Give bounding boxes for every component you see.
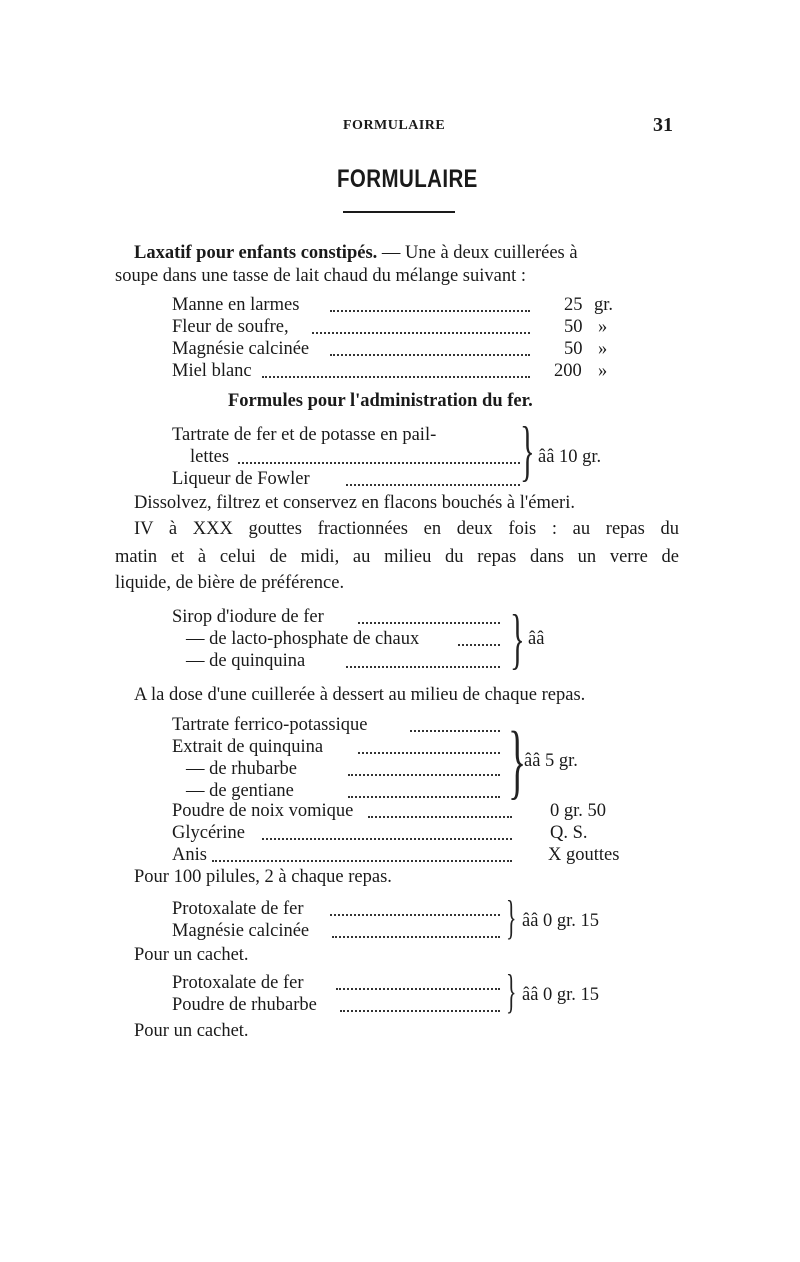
instructions-line1: IV à XXX gouttes fractionnées en deux fois : au repas du — [134, 519, 679, 539]
f1-line3: Liqueur de Fowler — [172, 469, 310, 489]
running-title: FORMULAIRE — [343, 118, 446, 133]
dot-leader — [262, 376, 530, 378]
dot-leader — [346, 484, 520, 486]
dot-leader — [348, 774, 500, 776]
f3-line2: Extrait de quinquina — [172, 737, 324, 757]
f1-line2: lettes — [190, 447, 230, 467]
f3-line4: — de gentiane — [186, 781, 294, 801]
laxatif-item-unit: » — [598, 339, 608, 359]
dot-leader — [212, 860, 512, 862]
laxatif-item-qty: 50 — [564, 339, 583, 359]
title-rule — [343, 211, 455, 213]
dot-leader — [358, 752, 500, 754]
brace: } — [508, 715, 527, 808]
f3-line3: — de rhubarbe — [186, 759, 297, 779]
laxatif-heading: Laxatif pour enfants constipés. — [134, 243, 378, 263]
laxatif-intro-2: soupe dans une tasse de lait chaud du mélange suivant : — [115, 266, 527, 286]
cachet-paragraph: Pour un cachet. — [134, 945, 249, 965]
f2-line2: — de lacto-phosphate de chaux — [186, 629, 420, 649]
dot-leader — [330, 354, 530, 356]
f3-line6-dose: Q. S. — [550, 823, 588, 843]
f3-line1: Tartrate ferrico-potassique — [172, 715, 368, 735]
f2-dose: ââ — [528, 629, 545, 649]
instructions-line3: liquide, de bière de préférence. — [115, 573, 345, 593]
page-title: FORMULAIRE — [337, 165, 478, 193]
fer-heading: Formules pour l'administration du fer. — [228, 391, 533, 411]
dot-leader — [238, 462, 520, 464]
laxatif-item-unit: » — [598, 361, 608, 381]
f3-line7: Anis — [172, 845, 207, 865]
instructions-line2: matin et à celui de midi, au milieu du repas dans un verre de — [115, 547, 679, 567]
f4-dose: ââ 0 gr. 15 — [522, 911, 600, 931]
f4-line1: Protoxalate de fer — [172, 899, 304, 919]
laxatif-item-name: Fleur de soufre, — [172, 317, 289, 337]
dot-leader — [336, 988, 500, 990]
f4-line2: Magnésie calcinée — [172, 921, 310, 941]
dot-leader — [330, 914, 500, 916]
brace: } — [510, 600, 525, 676]
f1-line1: Tartrate de fer et de potasse en pail- — [172, 425, 437, 445]
f3-dose: ââ 5 gr. — [524, 751, 578, 771]
dot-leader — [312, 332, 530, 334]
brace: } — [506, 891, 517, 944]
dot-leader — [340, 1010, 500, 1012]
laxatif-item-name: Magnésie calcinée — [172, 339, 310, 359]
laxatif-item-qty: 200 — [554, 361, 582, 381]
dot-leader — [262, 838, 512, 840]
dissolvez-paragraph: Dissolvez, filtrez et conservez en flacons bouchés à l'émeri. — [134, 493, 575, 513]
dot-leader — [330, 310, 530, 312]
page-number: 31 — [653, 114, 673, 136]
dot-leader — [410, 730, 500, 732]
laxatif-item-name: Manne en larmes — [172, 295, 300, 315]
f3-line6: Glycérine — [172, 823, 245, 843]
f2-line3: — de quinquina — [186, 651, 306, 671]
f5-line2: Poudre de rhubarbe — [172, 995, 317, 1015]
laxatif-intro-1: — Une à deux cuillerées à — [381, 243, 578, 263]
dot-leader — [346, 666, 500, 668]
dot-leader — [348, 796, 500, 798]
pilules-paragraph: Pour 100 pilules, 2 à chaque repas. — [134, 867, 392, 887]
dot-leader — [368, 816, 512, 818]
f1-dose: ââ 10 gr. — [538, 447, 602, 467]
laxatif-item-unit: gr. — [594, 295, 614, 315]
dot-leader — [358, 622, 500, 624]
dose-paragraph: A la dose d'une cuillerée à dessert au milieu de chaque repas. — [134, 685, 586, 705]
f5-dose: ââ 0 gr. 15 — [522, 985, 600, 1005]
f3-line7-dose: X gouttes — [548, 845, 620, 865]
cachet-paragraph-2: Pour un cachet. — [134, 1021, 249, 1041]
laxatif-item-unit: » — [598, 317, 608, 337]
f5-line1: Protoxalate de fer — [172, 973, 304, 993]
dot-leader — [332, 936, 500, 938]
laxatif-item-name: Miel blanc — [172, 361, 252, 381]
brace: } — [520, 412, 535, 488]
laxatif-item-qty: 50 — [564, 317, 583, 337]
laxatif-paragraph — [134, 242, 578, 264]
brace: } — [506, 965, 517, 1018]
laxatif-item-qty: 25 — [564, 295, 583, 315]
dot-leader — [458, 644, 500, 646]
f2-line1: Sirop d'iodure de fer — [172, 607, 324, 627]
f3-line5-dose: 0 gr. 50 — [550, 801, 607, 821]
f3-line5: Poudre de noix vomique — [172, 801, 354, 821]
